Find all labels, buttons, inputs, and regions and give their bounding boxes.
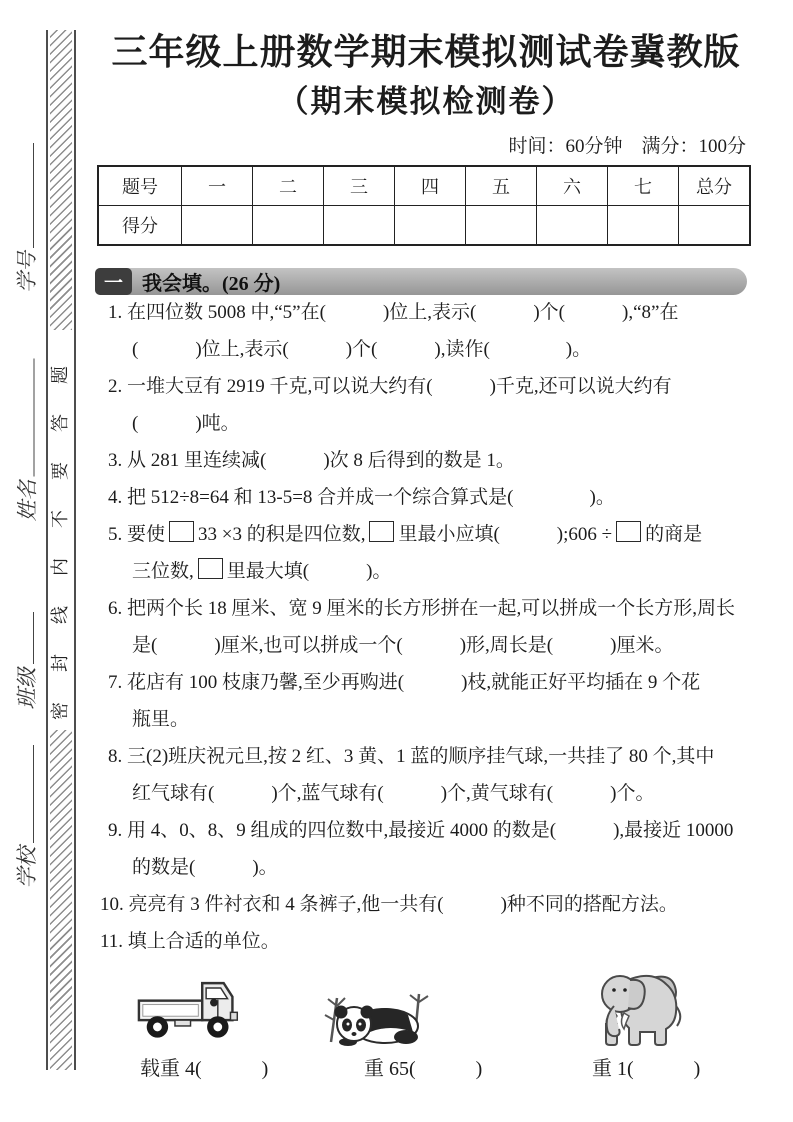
seal-hatch-top	[50, 30, 72, 330]
class-blank-line	[33, 613, 34, 665]
class-field	[12, 611, 42, 711]
question-text: 三位数,	[132, 561, 194, 582]
blank-box	[169, 521, 194, 542]
name-field	[13, 353, 43, 528]
question-text: 里最大填( )。	[226, 561, 392, 582]
blank-box	[369, 521, 394, 542]
question-list	[92, 294, 760, 960]
question-line: 4. 把 512÷8=64 和 13-5=8 合并成一个综合算式是( )。	[108, 487, 615, 508]
blank-box	[198, 558, 223, 579]
question-line: 是( )厘米,也可以拼成一个( )形,周长是( )厘米。	[132, 635, 674, 656]
score-table-header-cell: 三	[324, 166, 395, 206]
question-line: 的数是( )。	[132, 857, 278, 878]
question-line: ( )吨。	[132, 413, 240, 434]
question-line: 红气球有( )个,蓝气球有( )个,黄气球有( )个。	[132, 783, 655, 804]
question-line: 9. 用 4、0、8、9 组成的四位数中,最接近 4000 的数是( ),最接近 10000	[108, 820, 734, 841]
question-text: 33 ×3 的积是四位数,	[198, 524, 366, 545]
score-cell	[253, 206, 324, 246]
section-header-bar	[95, 268, 747, 295]
truck-illustration	[136, 968, 248, 1049]
score-table-header-cell: 一	[182, 166, 253, 206]
score-cell	[537, 206, 608, 246]
section-index-badge: 一	[95, 268, 132, 295]
score-table-header-cell: 题号	[98, 166, 182, 206]
question-text: 5. 要使	[108, 524, 166, 545]
elephant-caption: 重 1( )	[592, 1058, 701, 1080]
score-table-header-cell: 四	[395, 166, 466, 206]
score-cell	[466, 206, 537, 246]
elephant-illustration	[590, 958, 682, 1055]
question-line: 1. 在四位数 5008 中,“5”在( )位上,表示( )个( ),“8”在	[108, 302, 679, 323]
paper-title: 三年级上册数学期末模拟测试卷冀教版	[111, 32, 741, 72]
score-table-header-cell: 七	[608, 166, 679, 206]
time-score-info: 时间：60分钟 满分：100分	[508, 136, 746, 157]
question-line: 6. 把两个长 18 厘米、宽 9 厘米的长方形拼在一起,可以拼成一个长方形,周长	[108, 598, 736, 619]
elephant-icon	[590, 958, 682, 1050]
blank-box	[616, 521, 641, 542]
score-table-header-cell: 六	[537, 166, 608, 206]
score-cell	[324, 206, 395, 246]
question-line: 10. 亮亮有 3 件衬衣和 4 条裤子,他一共有( )种不同的搭配方法。	[100, 894, 678, 915]
score-cell	[182, 206, 253, 246]
class-label: 班级	[15, 667, 39, 710]
question-line	[92, 516, 760, 553]
score-table-header-cell: 五	[466, 166, 537, 206]
school-blank-line	[33, 746, 34, 844]
main-content	[92, 0, 760, 1122]
question-text: 的商是	[645, 524, 703, 545]
score-cell	[608, 206, 679, 246]
question-line: 11. 填上合适的单位。	[100, 931, 280, 952]
question-line: 7. 花店有 100 枝康乃馨,至少再购进( )枝,就能正好平均插在 9 个花	[108, 672, 701, 693]
panda-caption: 重 65( )	[364, 1058, 483, 1080]
score-table-score-row	[98, 206, 750, 246]
truck-caption: 载重 4( )	[140, 1058, 269, 1080]
panda-icon	[318, 986, 433, 1048]
score-table-header-cell: 总分	[679, 166, 751, 206]
score-cell	[679, 206, 751, 246]
question-line: 8. 三(2)班庆祝元旦,按 2 红、3 黄、1 蓝的顺序挂气球,一共挂了 80 个,其中	[108, 746, 715, 767]
student-id-field	[12, 133, 42, 303]
section-title: 我会填。(26 分)	[142, 273, 281, 295]
score-table-header-cell: 二	[253, 166, 324, 206]
score-cell	[395, 206, 466, 246]
name-label: 姓名	[15, 479, 40, 522]
student-id-blank-line	[33, 143, 34, 248]
score-table-header-row	[98, 166, 750, 206]
question-line: 2. 一堆大豆有 2919 千克,可以说大约有( )千克,还可以说大约有	[108, 376, 672, 397]
question-line: 瓶里。	[132, 709, 190, 730]
question-line	[92, 553, 760, 590]
truck-icon	[136, 968, 248, 1044]
name-blank-line	[34, 359, 35, 477]
question-text: 里最小应填( );606 ÷	[398, 524, 613, 545]
score-table	[97, 165, 751, 246]
seal-line-text: 密封线内不要答题	[50, 336, 70, 720]
question-line: ( )位上,表示( )个( ),读作( )。	[132, 339, 592, 360]
paper-subtitle: （期末模拟检测卷）	[277, 84, 575, 119]
seal-hatch-bottom	[50, 730, 72, 1070]
student-id-label: 学号	[15, 251, 39, 293]
score-row-label: 得分	[98, 206, 182, 246]
question-line: 3. 从 281 里连续减( )次 8 后得到的数是 1。	[108, 450, 515, 471]
panda-illustration	[318, 986, 433, 1053]
school-label: 学校	[15, 846, 39, 889]
unit-pictures-row	[92, 958, 760, 1093]
school-field	[12, 742, 42, 892]
